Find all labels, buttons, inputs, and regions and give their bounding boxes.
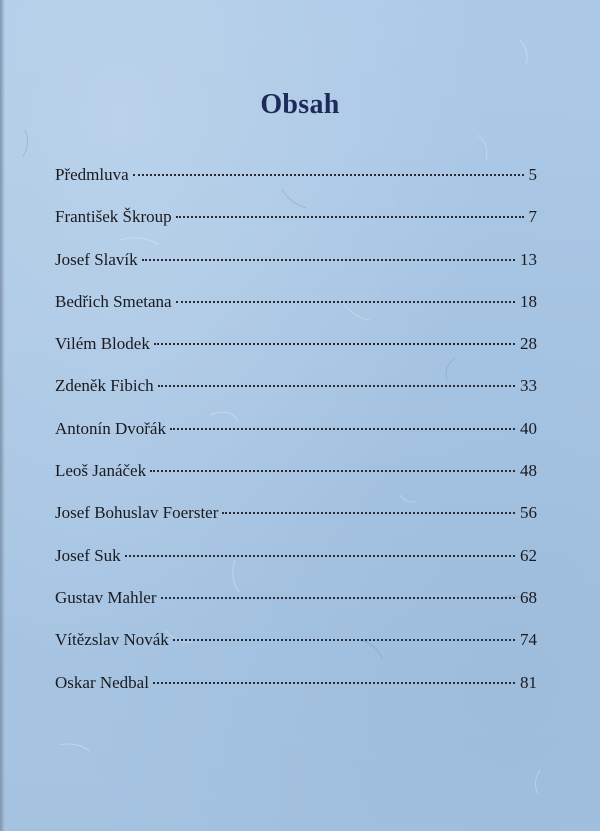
toc-entry bbox=[55, 673, 537, 715]
toc-entry bbox=[55, 292, 537, 334]
toc-entry-title: Josef Slavík bbox=[55, 249, 138, 269]
toc-entry-title: Zdeněk Fibich bbox=[55, 376, 154, 396]
toc-entry-page-number: 7 bbox=[528, 207, 537, 227]
toc-entry bbox=[55, 461, 537, 503]
dot-leader bbox=[176, 301, 515, 303]
dot-leader bbox=[150, 470, 515, 472]
toc-entry bbox=[55, 376, 537, 418]
toc-entry bbox=[55, 503, 537, 545]
toc-entry-title: Předmluva bbox=[55, 165, 129, 184]
dot-leader bbox=[173, 639, 515, 641]
toc-entry-page-number: 74 bbox=[520, 630, 537, 650]
toc-entry-title: Antonín Dvořák bbox=[55, 418, 166, 438]
dot-leader bbox=[170, 428, 515, 430]
toc-entry-title: Josef Bohuslav Foerster bbox=[55, 503, 219, 523]
toc-entry-page-number: 18 bbox=[520, 291, 537, 311]
dot-leader bbox=[158, 385, 515, 387]
toc-entry-title: Vítězslav Novák bbox=[55, 630, 169, 650]
toc-entry bbox=[55, 546, 537, 588]
dot-leader bbox=[161, 597, 515, 599]
dot-leader bbox=[222, 512, 515, 514]
toc-entry-page-number: 81 bbox=[520, 672, 537, 692]
page-edge-shadow bbox=[0, 0, 5, 831]
toc-entry bbox=[55, 630, 537, 672]
toc-entry bbox=[55, 165, 537, 207]
toc-entry-title: Josef Suk bbox=[55, 545, 121, 565]
toc-entry-page-number: 13 bbox=[520, 249, 537, 269]
toc-entry bbox=[55, 419, 537, 461]
toc-entry-page-number: 56 bbox=[520, 503, 537, 523]
toc-entry-page-number: 33 bbox=[520, 376, 537, 396]
dot-leader bbox=[153, 682, 515, 684]
toc-entry-title: Oskar Nedbal bbox=[55, 672, 149, 692]
toc-entry-page-number: 40 bbox=[520, 418, 537, 438]
dot-leader bbox=[133, 174, 524, 176]
table-of-contents bbox=[55, 165, 537, 715]
toc-entry-page-number: 48 bbox=[520, 461, 537, 481]
dot-leader bbox=[154, 343, 515, 345]
toc-entry-title: Bedřich Smetana bbox=[55, 291, 172, 311]
toc-entry bbox=[55, 207, 537, 249]
toc-entry-page-number: 5 bbox=[528, 165, 537, 184]
dot-leader bbox=[176, 216, 524, 218]
toc-entry-page-number: 62 bbox=[520, 545, 537, 565]
toc-entry bbox=[55, 334, 537, 376]
toc-entry-title: Vilém Blodek bbox=[55, 334, 150, 354]
toc-entry-title: František Škroup bbox=[55, 207, 172, 227]
page-title: Obsah bbox=[260, 88, 340, 120]
toc-entry-page-number: 28 bbox=[520, 334, 537, 354]
toc-entry-page-number: 68 bbox=[520, 587, 537, 607]
dot-leader bbox=[125, 555, 515, 557]
toc-entry bbox=[55, 250, 537, 292]
toc-entry-title: Gustav Mahler bbox=[55, 587, 157, 607]
toc-entry-title: Leoš Janáček bbox=[55, 461, 147, 481]
toc-entry bbox=[55, 588, 537, 630]
dot-leader bbox=[142, 259, 515, 261]
